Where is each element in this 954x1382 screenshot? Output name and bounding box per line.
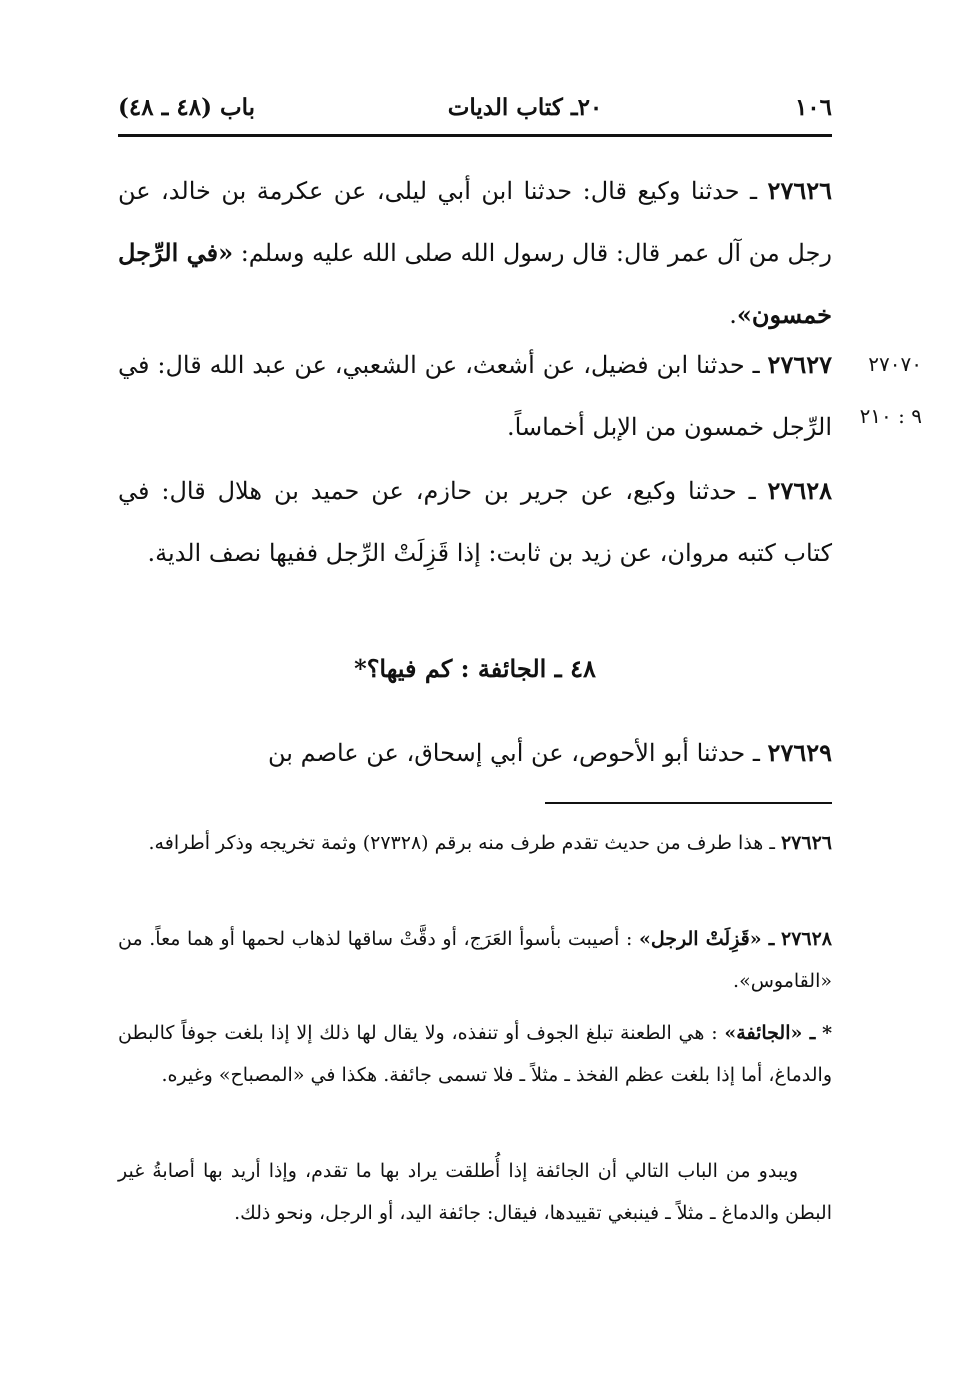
hadith-27627: [118, 334, 832, 458]
footnote-27628: [118, 918, 832, 1002]
chapter-range: باب (٤٨ ـ ٤٨): [118, 93, 256, 121]
footnote-separator: [545, 802, 832, 804]
footnote-term: ـ «قَزِلَتْ الرجل»: [639, 928, 775, 950]
hadith-number: ٢٧٦٢٩: [767, 738, 832, 767]
footnote-star: [118, 1012, 832, 1096]
footnote-text: : هي الطعنة تبلغ الجوف أو تنفذه، ولا يقال لها ذلك إلا إذا بلغت جوفاً كالبطن والدماغ، أما إذا بلغت عظم الفخذ ـ مثلاً ـ فلا تسمى جائفة. هكذا في «المصباح» وغيره.: [118, 1022, 832, 1086]
book-title: ٢٠ـ كتاب الديات: [447, 93, 603, 121]
hadith-text: ـ حدثنا وكيع قال: حدثنا ابن أبي ليلى، عن عكرمة بن خالد، عن رجل من آل عمر قال: قال رسول الله صلى الله عليه وسلم:: [118, 177, 832, 267]
margin-ref-volume-page: ٩ : ٢١٠: [859, 404, 922, 428]
hadith-end: .: [729, 301, 737, 329]
footnote-27626: [118, 822, 832, 864]
hadith-text: ـ حدثنا وكيع، عن جرير بن حازم، عن حميد بن هلال قال: في كتاب كتبه مروان، عن زيد بن ثابت: إذا قَزِلَتْ الرِّجل ففيها نصف الدية.: [118, 477, 832, 567]
running-header: [118, 84, 832, 130]
footnote-text: ويبدو من الباب التالي أن الجائفة إذا أُطلقت يراد بها ما تقدم، وإذا أريد بها أصابةُ غير البطن والدماغ ـ مثلاً ـ فينبغي تقييدها، فيقال: جائفة اليد، أو الرجل، ونحو ذلك.: [118, 1160, 832, 1224]
margin-ref-27070: ٢٧٠٧٠: [868, 352, 922, 376]
hadith-27628: [118, 460, 832, 584]
hadith-text: ـ حدثنا ابن فضيل، عن أشعث، عن الشعبي، عن عبد الله قال: في الرِّجل خمسون من الإبل أخماساً.: [118, 351, 832, 441]
footnote-text: ـ هذا طرف من حديث تقدم طرف منه برقم (٢٧٣٢٨) وثمة تخريجه وذكر أطرافه.: [148, 832, 775, 854]
footnote-term: ـ «الجائفة»: [724, 1022, 816, 1044]
page-number: ١٠٦: [794, 93, 832, 121]
footnote-text: : أصيبت بأسوأ العَرَج، أو دقَّتْ ساقها لذهاب لحمها أو هما معاً. من «القاموس».: [118, 928, 832, 992]
footnote-number: ٢٧٦٢٨: [780, 928, 833, 950]
hadith-quote: «في الرِّجل خمسون»: [118, 238, 832, 329]
footnote-continuation: [118, 1150, 832, 1234]
hadith-27626: [118, 160, 832, 346]
hadith-number: ٢٧٦٢٦: [767, 176, 832, 205]
hadith-27629: [118, 722, 832, 784]
hadith-number: ٢٧٦٢٧: [767, 350, 832, 379]
footnote-number: ٢٧٦٢٦: [780, 832, 832, 854]
header-rule: [118, 134, 832, 137]
chapter-heading: ٤٨ ـ الجائفة : كم فيها؟*: [354, 654, 596, 683]
footnote-marker: *: [822, 1022, 832, 1044]
hadith-text: ـ حدثنا أبو الأحوص، عن أبي إسحاق، عن عاصم بن: [268, 739, 760, 767]
hadith-number: ٢٧٦٢٨: [767, 476, 832, 505]
